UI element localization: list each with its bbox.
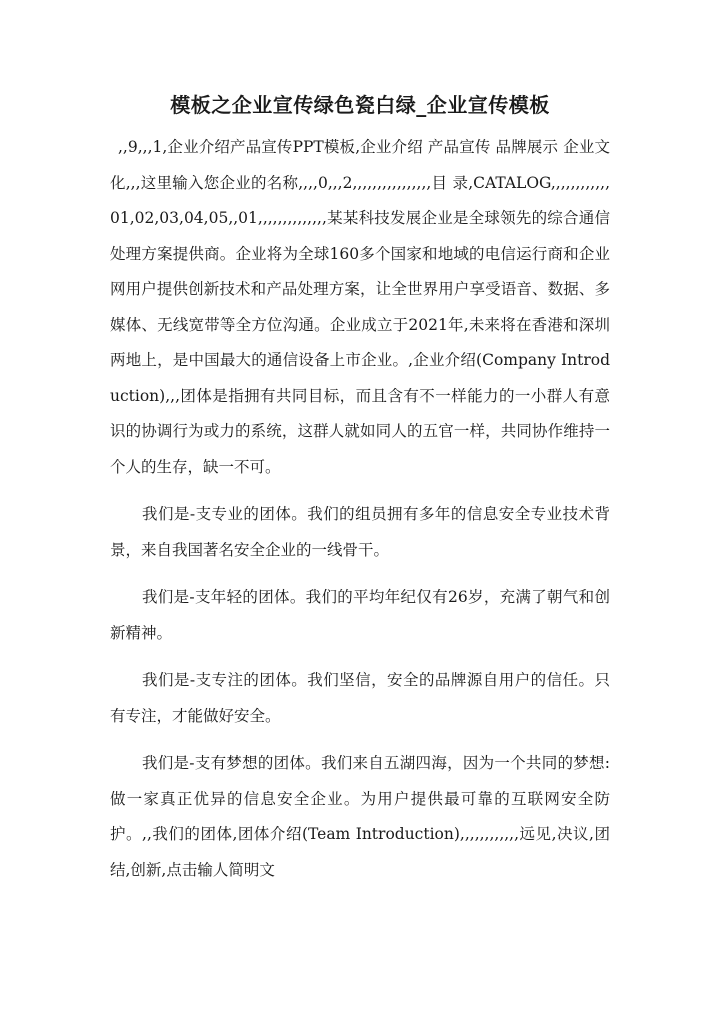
paragraph-team-dream: 我们是-支有梦想的团体。我们来自五湖四海，因为一个共同的梦想:做一家真正优异的信息安全企业。为用户提供最可靠的互联网安全防护。,,我们的团体,团体介绍(Team Introduction),,,,,,,,,,,,远见,决议,团结,创新,点击输人简明文 xyxy=(110,754,610,879)
paragraph-team-focused: 我们是-支专注的团体。我们坚信，安全的品牌源自用户的信任。只有专注，才能做好安全。 xyxy=(110,671,610,725)
document-title: 模板之企业宣传绿色瓷白绿_企业宣传模板 xyxy=(170,93,550,117)
paragraph-team-young: 我们是-支年轻的团体。我们的平均年纪仅有26岁，充满了朝气和创新精神。 xyxy=(110,588,610,642)
paragraph-team-professional: 我们是-支专业的团体。我们的组员拥有多年的信息安全专业技术背景，来自我国著名安全企业的一线骨干。 xyxy=(110,505,610,559)
paragraph-company-intro: ,,9,,,1,企业介绍产品宣传PPT模板,企业介绍 产品宣传 品牌展示 企业文化,,,这里输入您企业的名称,,,,0,,,2,,,,,,,,,,,,,,,,目 录,CATALOG,,,,,,,,,,,,01,02,03,04,05,,01,,,,,,,,,,,,,,某某科技发展企业是全球领先的综合通信处理方案提供商。企业将为全球160多个国家和地域的电信运行商和企业网用户提供创新技术和产品处理方案，让全世界用户享受语音、数据、多媒体、无线宽带等全方位沟通。企业成立于2021年,未来将在香港和深圳两地上，是中国最大的通信设备上市企业。,企业介绍(Company Introduction),,,团体是指拥有共同目标，而且含有不一样能力的一小群人有意识的协调行为或力的系统，这群人就如同人的五官一样，共同协作维持一个人的生存，缺一不可。 xyxy=(110,138,610,476)
